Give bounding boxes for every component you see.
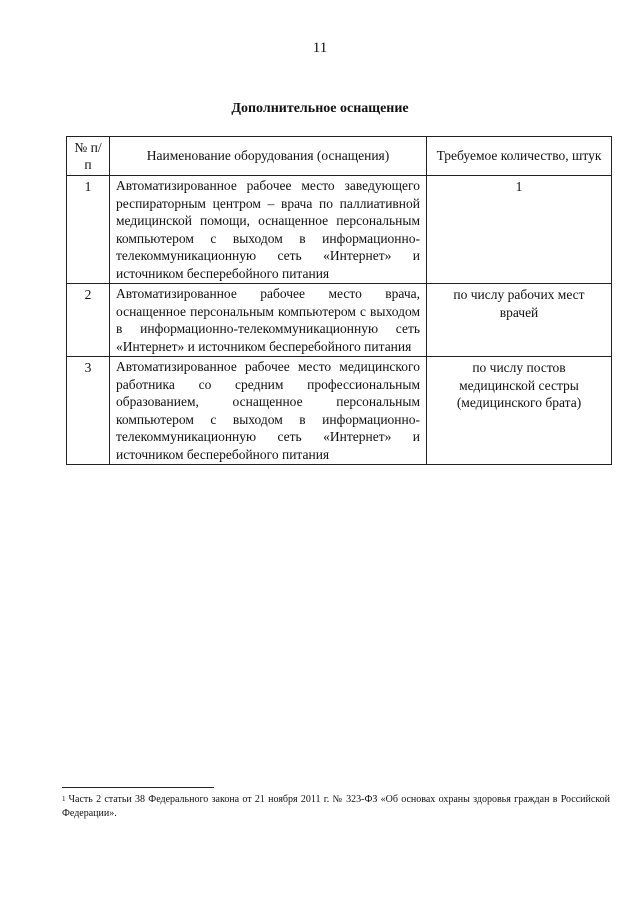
footnote [62, 793, 610, 821]
row-equipment-name: Автоматизированное рабочее место медицинского работника со средним профессиональным образованием, оснащенное персональным компьютером с выходом в информационно-телекоммуникационную сеть «Интернет» и источником бесперебойного питания [110, 357, 427, 465]
row-number: 3 [67, 357, 110, 465]
header-equipment-name: Наименование оборудования (оснащения) [110, 137, 427, 176]
header-number: № п/п [67, 137, 110, 176]
row-quantity: по числу постов медицинской сестры (медицинского брата) [427, 357, 612, 465]
footnote-text: Часть 2 статьи 38 Федерального закона от 21 ноября 2011 г. № 323-ФЗ «Об основах охраны здоровья граждан в Российской Федерации». [62, 794, 610, 819]
row-equipment-name: Автоматизированное рабочее место врача, оснащенное персональным компьютером с выходом в информационно-телекоммуникационную сеть «Интернет» и источником бесперебойного питания [110, 284, 427, 357]
header-row [67, 137, 612, 176]
row-quantity: по числу рабочих мест врачей [427, 284, 612, 357]
row-quantity: 1 [427, 176, 612, 284]
row-equipment-name: Автоматизированное рабочее место заведующего респираторным центром – врача по паллиативной медицинской помощи, оснащенное персональным компьютером с выходом в информационно-телекоммуникационную сеть «Интернет» и источником бесперебойного питания [110, 176, 427, 284]
table-row [67, 176, 612, 284]
table-header [67, 137, 612, 176]
header-quantity: Требуемое количество, штук [427, 137, 612, 176]
row-number: 2 [67, 284, 110, 357]
section-title: Дополнительное оснащение [231, 101, 409, 116]
footnote-divider [62, 787, 214, 788]
table-row [67, 357, 612, 465]
equipment-table [66, 136, 612, 465]
table-row [67, 284, 612, 357]
row-number: 1 [67, 176, 110, 284]
table-body [67, 176, 612, 465]
footnote-marker: 1 [62, 795, 66, 803]
page-number: 11 [312, 40, 328, 56]
